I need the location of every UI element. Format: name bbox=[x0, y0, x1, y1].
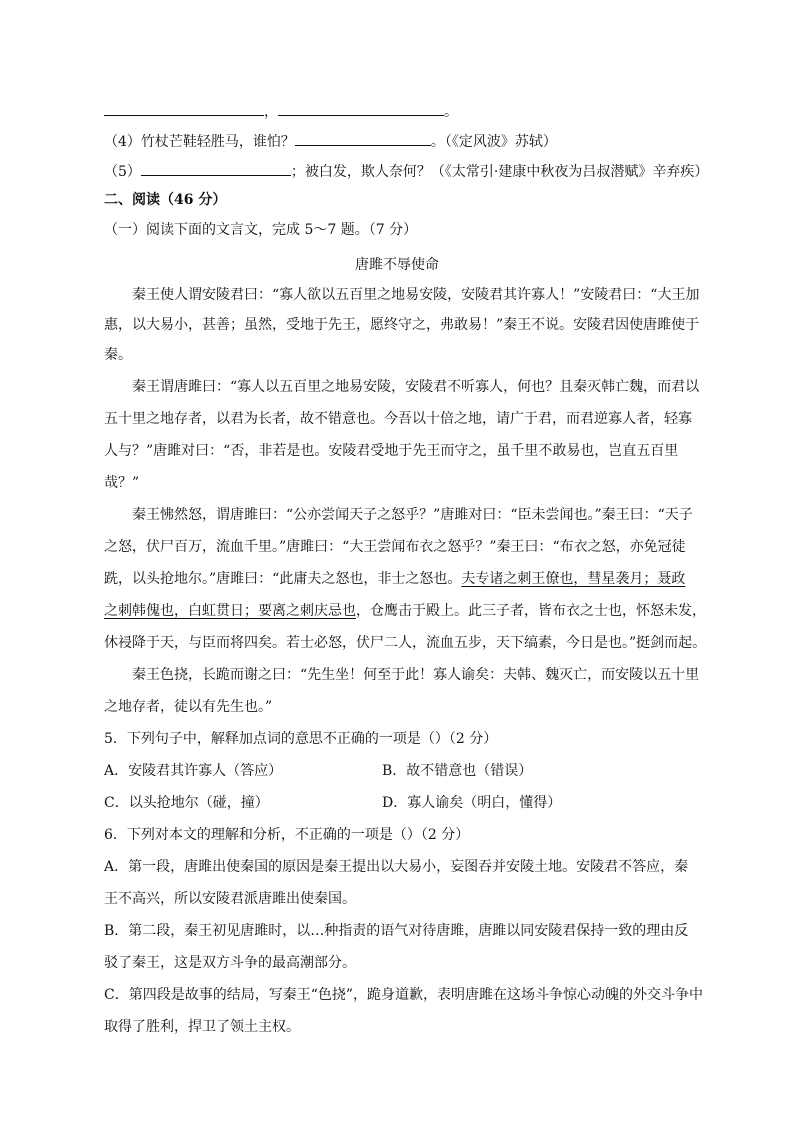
underlined-text: 之刺韩傀也，白虹贯日；要离之刺庆忌也 bbox=[104, 603, 356, 619]
answer-blank[interactable] bbox=[141, 161, 291, 176]
answer-blank[interactable] bbox=[295, 131, 431, 146]
passage-line: 秦王使人谓安陵君曰：“寡人欲以五百里之地易安陵，安陵君其许寡人！”安陵君曰：“大王加 bbox=[132, 287, 700, 303]
option-b[interactable]: B．第二段，秦王初见唐雎时，以…种指责的语气对待唐雎，唐雎以同安陵君保持一致的理由反 bbox=[104, 923, 689, 939]
passage-line: 五十里之地存者，以君为长者，故不错意也。今吾以十倍之地，请广于君，而君逆寡人者，轻寡 bbox=[104, 411, 692, 427]
punctuation: ， bbox=[264, 104, 278, 120]
answer-blank[interactable] bbox=[278, 101, 444, 116]
option-a[interactable]: A．第一段，唐雎出使秦国的原因是秦王提出以大易小，妄图吞并安陵土地。安陵君不答应，秦 bbox=[104, 859, 689, 875]
question-6-stem: 6．下列对本文的理解和分析，不正确的一项是（）（2 分） bbox=[104, 827, 470, 843]
passage-line: 之怒，伏尸百万，流血千里。”唐雎曰：“大王尝闻布衣之怒乎？”秦王曰：“布衣之怒，亦免冠徒 bbox=[104, 539, 686, 555]
passage-line: 休祲降于天，与臣而将四矣。若士必怒，伏尸二人，流血五步，天下缟素，今日是也。”挺剑而起。 bbox=[104, 635, 707, 651]
passage-line: 秦王怫然怒，谓唐雎曰：“公亦尝闻天子之怒乎？”唐雎对曰：“臣未尝闻也。”秦王曰：“天子 bbox=[132, 507, 693, 523]
question-5-line bbox=[104, 161, 708, 181]
option-a-cont: 王不高兴，所以安陵君派唐雎出使秦国。 bbox=[104, 891, 356, 907]
option-a[interactable]: A．安陵君其许寡人（答应） bbox=[104, 763, 283, 779]
passage-line: 秦王谓唐雎曰：“寡人以五百里之地易安陵，安陵君不听寡人，何也？且秦灭韩亡魏，而君以 bbox=[132, 379, 700, 395]
answer-blank[interactable] bbox=[104, 101, 264, 116]
option-b[interactable]: B．故不错意也（错误） bbox=[382, 763, 533, 779]
passage-title: 唐雎不辱使命 bbox=[355, 257, 439, 273]
passage-line: 惠，以大易小，甚善；虽然，受地于先王，愿终守之，弗敢易！”秦王不说。安陵君因使唐雎使于 bbox=[104, 317, 700, 333]
passage-line: 人与？”唐雎对曰：“否，非若是也。安陵君受地于先王而守之，虽千里不敢易也，岂直五百里 bbox=[104, 443, 679, 459]
question-5-text: ；被白发，欺人奈何？（《太常引·建康中秋夜为吕叔潜赋》辛弃疾） bbox=[290, 164, 709, 180]
fill-line-1 bbox=[104, 101, 458, 121]
underlined-text: 夫专诸之刺王僚也，彗星袭月；聂政 bbox=[461, 571, 686, 587]
option-c-cont: 取得了胜利，捍卫了领土主权。 bbox=[104, 1019, 300, 1035]
question-5-number: （5） bbox=[104, 164, 141, 180]
question-4-line bbox=[104, 131, 557, 151]
option-row bbox=[104, 762, 282, 780]
section-heading: 二、阅读（46 分） bbox=[104, 192, 227, 208]
option-row bbox=[104, 794, 269, 812]
section-instruction: （一）阅读下面的文言文，完成 5～7 题。（7 分） bbox=[104, 222, 418, 238]
question-4-source: 。（《定风波》苏轼） bbox=[430, 134, 557, 150]
passage-line: 秦王色挠，长跪而谢之曰：“先生坐！何至于此！寡人谕矣：夫韩、魏灭亡，而安陵以五十里 bbox=[132, 667, 700, 683]
punctuation: 。 bbox=[444, 104, 458, 120]
passage-line bbox=[104, 602, 706, 620]
passage-line: 秦。 bbox=[104, 347, 132, 363]
passage-text: 跣，以头抢地尔。”唐雎曰：“此庸夫之怒也，非士之怒也。 bbox=[104, 571, 462, 587]
passage-line: 哉？” bbox=[104, 475, 140, 491]
passage-text: ，仓鹰击于殿上。此三子者，皆布衣之士也，怀怒未发， bbox=[356, 603, 706, 619]
passage-line: 之地存者，徒以有先生也。” bbox=[104, 699, 273, 715]
passage-line bbox=[104, 570, 685, 588]
option-d[interactable]: D．寡人谕矣（明白，懂得） bbox=[382, 795, 562, 811]
question-4-text: （4）竹杖芒鞋轻胜马，谁怕？ bbox=[104, 134, 295, 150]
option-b-cont: 驳了秦王，这是双方斗争的最高潮部分。 bbox=[104, 955, 356, 971]
option-c[interactable]: C．以头抢地尔（碰，撞） bbox=[104, 795, 269, 811]
question-5-stem: 5．下列句子中，解释加点词的意思不正确的一项是（）（2 分） bbox=[104, 731, 498, 747]
option-c[interactable]: C．第四段是故事的结局，写秦王“色挠”，跪身道歉，表明唐雎在这场斗争惊心动魄的外交斗争中 bbox=[104, 987, 704, 1003]
